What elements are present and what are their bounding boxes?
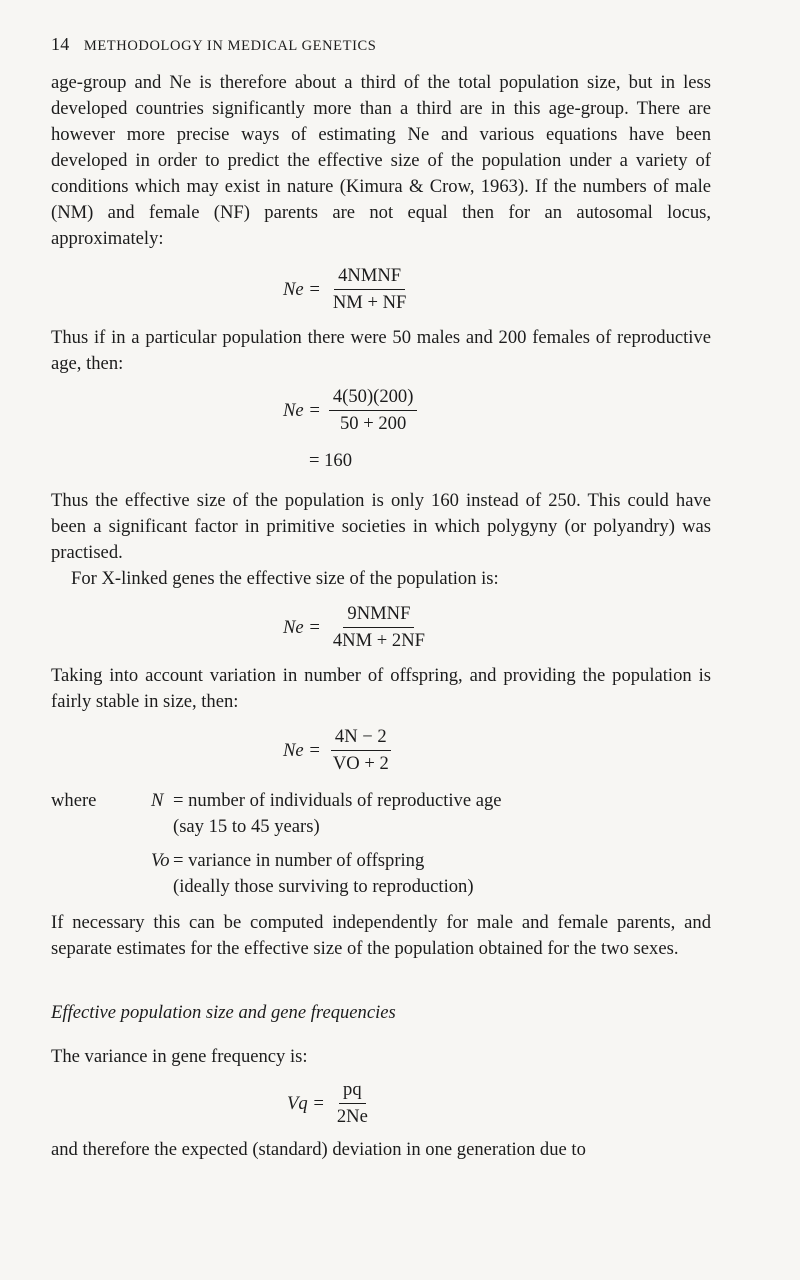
eq-denominator: 4NM + 2NF	[332, 630, 425, 651]
n-definition: = number of individuals of reproductive age	[173, 790, 502, 811]
paragraph-3: Thus the effective size of the population is only 160 instead of 250. This could have been a significant factor in primitive societies in which polygyny (or polyandry) was practised.	[51, 490, 711, 563]
n-symbol: N	[151, 790, 164, 811]
equation-gene-frequency-variance	[287, 1078, 711, 1129]
paragraph-1: age-group and Ne is therefore about a third of the total population size, but in less developed countries significantly more than a third are in this age-group. There are however more precise ways of estimating Ne and various equations have been developed in order to predict the effective size of the population under a variety of conditions which may exist in nature (Kimura & Crow, 1963). If the numbers of male (NM) and female (NF) parents are not equal then for an autosomal locus, approximately:	[51, 72, 711, 249]
where-block	[51, 788, 711, 900]
page-number: 14	[51, 34, 70, 54]
eq-numerator: pq	[339, 1078, 366, 1104]
section-heading: Effective population size and gene frequencies	[51, 1002, 396, 1023]
page-header	[51, 34, 376, 55]
v-definition: = variance in number of offspring	[173, 850, 425, 871]
equation-autosomal	[283, 264, 711, 315]
page-body	[51, 70, 711, 1163]
v-symbol: Vo	[151, 850, 170, 871]
v-definition-note: (ideally those surviving to reproduction)	[173, 876, 474, 897]
eq-denominator: 2Ne	[336, 1106, 368, 1127]
eq-lhs: Ne =	[283, 278, 321, 300]
n-definition-note: (say 15 to 45 years)	[173, 816, 320, 837]
eq-numerator: 4(50)(200)	[329, 385, 418, 411]
eq-denominator: 50 + 200	[340, 413, 407, 434]
eq-numerator: 4N − 2	[331, 725, 391, 751]
eq-numerator: 9NMNF	[343, 602, 414, 628]
paragraph-2: Thus if in a particular population there were 50 males and 200 females of reproductive age, then:	[51, 327, 711, 374]
running-title: METHODOLOGY IN MEDICAL GENETICS	[83, 38, 377, 54]
eq-numerator: 4NMNF	[334, 264, 405, 290]
where-label: where	[51, 790, 97, 811]
paragraph-7: The variance in gene frequency is:	[51, 1046, 308, 1067]
eq-lhs: Ne =	[283, 399, 321, 421]
equation-result: = 160	[309, 450, 353, 471]
eq-lhs: Ne =	[283, 739, 321, 761]
eq-denominator: NM + NF	[332, 292, 407, 313]
paragraph-8: and therefore the expected (standard) deviation in one generation due to	[51, 1139, 586, 1160]
equation-offspring-variance	[283, 725, 711, 776]
eq-lhs: Vq =	[287, 1092, 325, 1114]
paragraph-4: For X-linked genes the effective size of the population is:	[71, 568, 499, 589]
equation-example	[283, 385, 711, 436]
equation-x-linked	[283, 602, 711, 653]
eq-lhs: Ne =	[283, 616, 321, 638]
paragraph-5: Taking into account variation in number of offspring, and providing the population is fairly stable in size, then:	[51, 665, 711, 712]
paragraph-6: If necessary this can be computed independently for male and female parents, and separate estimates for the effective size of the population obtained for the two sexes.	[51, 912, 711, 959]
eq-denominator: VO + 2	[332, 753, 389, 774]
